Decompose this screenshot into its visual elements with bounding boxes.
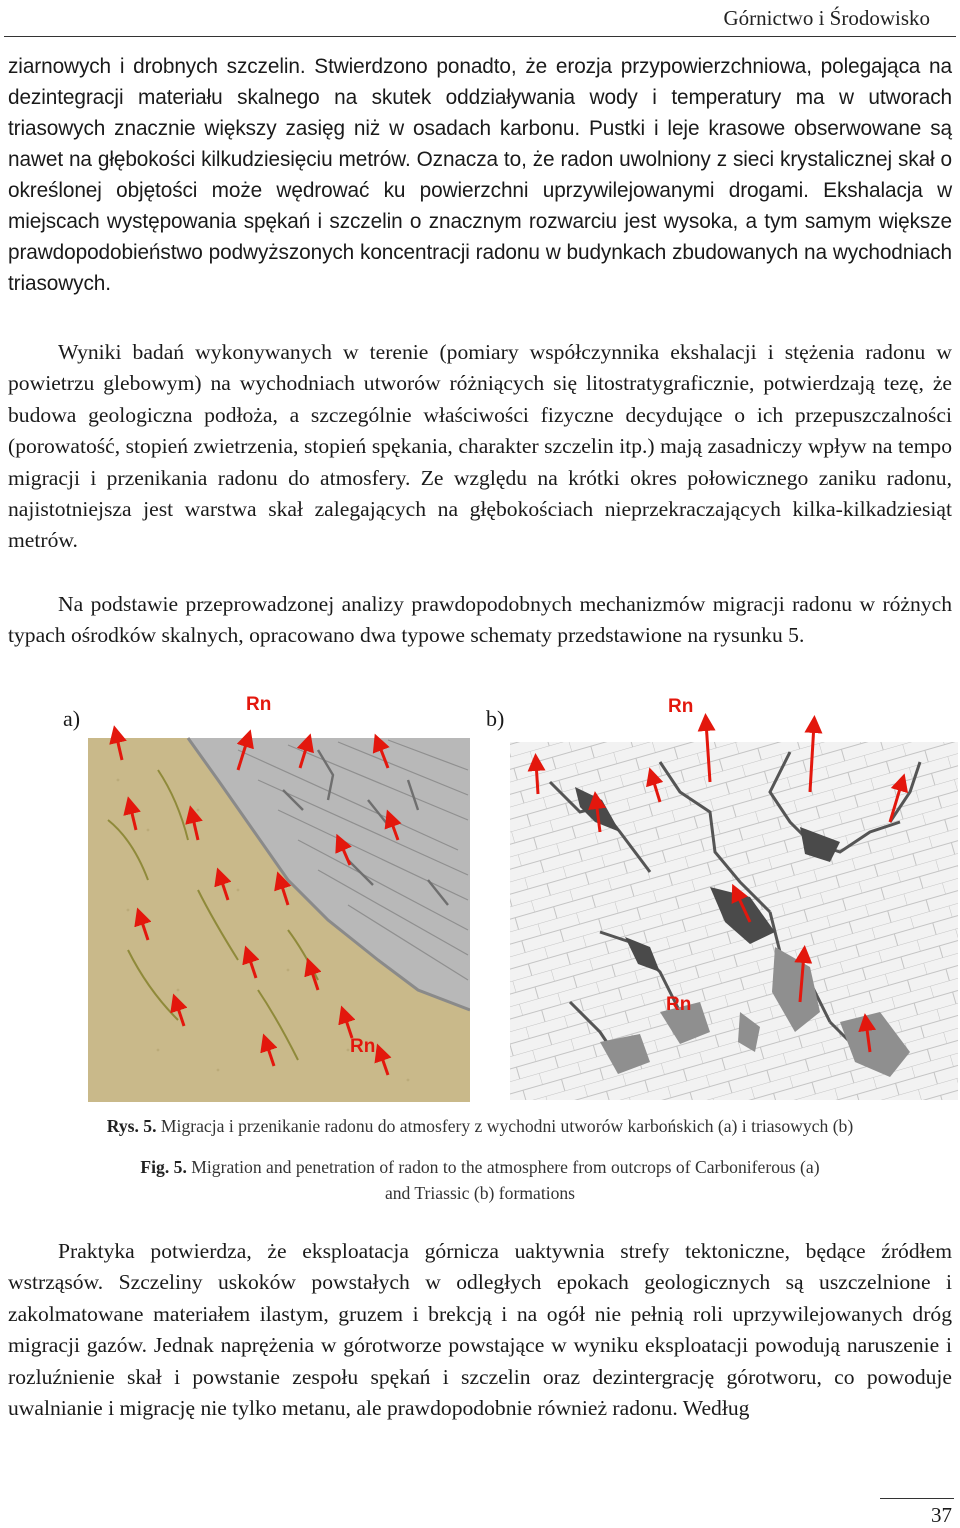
caption-polish [0,1113,960,1139]
page-number: 37 [931,1503,952,1527]
caption-english-text-1: Migration and penetration of radon to the atmosphere from outcrops of Carboniferous (a) [186,1157,820,1177]
paragraph-2: Wyniki badań wykonywanych w terenie (pomiary współczynnika ekshalacji i stężenia radonu w powietrzu glebowym) na wychodniach utworów różniących się litostratygraficznie, potwierdzają tezę, że budowa geologiczna podłoża, a szczególnie właściwości fizyczne decydujące o ich przepuszczalności (porowatość, stopień zwietrzenia, stopień spękania, charakter szczelin itp.) mają zasadniczy wpływ na tempo migracji i przenikania radonu do atmosfery. Ze względu na krótki okres połowicznego zaniku radonu, najistotniejsza jest warstwa skał zalegających na głębokościach nieprzekraczających kilka-kilkadziesiąt metrów. [8,340,952,553]
paragraph-3: Na podstawie przeprowadzonej analizy prawdopodobnych mechanizmów migracji radonu w różnych typach ośrodków skalnych, opracowano dwa typowe schematy przedstawione na rysunku 5. [8,592,952,648]
rn-label-b-top: Rn [668,696,694,717]
paragraph-4: Praktyka potwierdza, że eksploatacja górnicza uaktywnia strefy tektoniczne, będące źródłem wstrząsów. Szczeliny uskoków powstałych w odległych epokach geologicznych są uszczelnione i zakolmatowane materiałem ilastym, gruzem i brekcją i na ogół nie pełnią roli uprzywilejowanych dróg migracji gazów. Jednak naprężenia w górotworze powstające w wyniku eksploatacji powodują naruszenie i rozluźnienie skał i powstanie zespołu spękań i szczelin oraz dezintergrację górotworu, co powoduje uwalnianie i migrację nie tylko metanu, ale prawdopodobnie również radonu. Według [8,1239,952,1421]
figure-label-a: a) [63,706,81,731]
caption-polish-label: Rys. 5. [106,1116,157,1136]
figure-a-carboniferous [88,690,470,1102]
caption-english-label: Fig. 5. [140,1157,187,1177]
paragraph-1: ziarnowych i drobnych szczelin. Stwierdzono ponadto, że erozja przypowierzchniowa, polegająca na dezintegracji materiału skalnego na skutek oddziaływania wody i temperatury ma w utworach triasowych znacznie większy zasięg niż w osadach karbonu. Pustki i leje krasowe obserwowane są nawet na głębokości kilkudziesięciu metrów. Oznacza to, że radon uwolniony z sieci krystalicznej skał o określonej objętości może wędrować ku powierzchni uprzywilejowanymi drogami. Ekshalacja w miejscach występowania spękań i szczelin o znacznym rozwarciu jest wysoka, a tym samym większe prawdopodobieństwo podwyższonych koncentracji radonu w budynkach zbudowanych na wychodniach triasowych. [8,55,952,295]
caption-english-text-2: and Triassic (b) formations [384,1183,576,1203]
journal-title: Górnictwo i Środowisko [723,6,930,30]
caption-polish-text: Migracja i przenikanie radonu do atmosfery z wychodni utworów karbońskich (a) i triasowych (b) [156,1116,854,1136]
header-rule [4,36,956,37]
figure-label-b: b) [486,706,505,731]
rn-label-top: Rn [246,694,272,715]
figure-b-triassic [510,682,958,1100]
rn-label-b-middle: Rn [666,994,692,1015]
footer-rule [880,1498,954,1499]
caption-english [0,1154,960,1206]
rn-label-bottom: Rn [350,1036,376,1057]
